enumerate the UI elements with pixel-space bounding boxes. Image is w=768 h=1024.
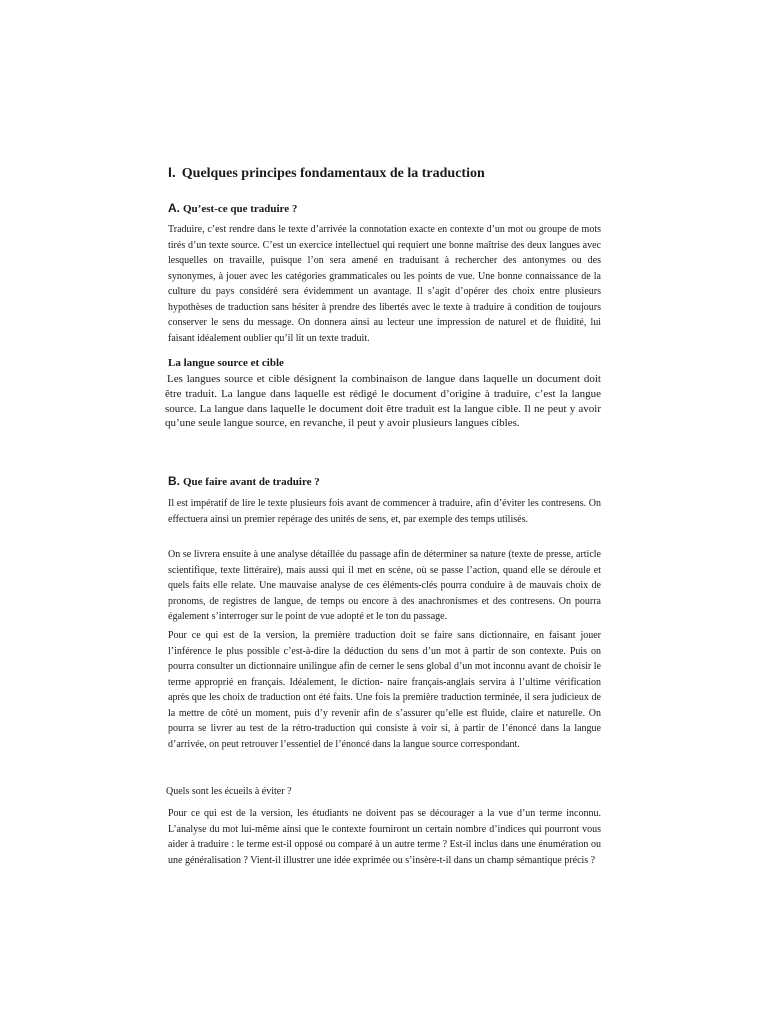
ecueils-question: Quels sont les écueils à éviter ? xyxy=(166,786,292,797)
section-1-title: Quelques principes fondamentaux de la traduction xyxy=(181,166,485,181)
langue-heading: La langue source et cible xyxy=(168,357,284,369)
section-1-heading xyxy=(168,163,608,183)
section-b-letter: B. xyxy=(168,474,180,488)
section-b-paragraph-1: Il est impératif de lire le texte plusieurs fois avant de commencer à traduire, afin d’éviter les contresens. On effectuera ainsi un premier repérage des unités de sens, et, par exemple des temps utilisés. xyxy=(168,498,601,525)
section-b-heading xyxy=(168,474,320,489)
section-b-paragraph-2: On se livrera ensuite à une analyse détaillée du passage afin de déterminer sa nature (texte de presse, article scientifique, texte littéraire), mais aussi qui il met en scène, où se passe l’action, quand elle se déroule et quels faits elle relate. Une mauvaise analyse de ces éléments-clés pourra conduire à de mauvais choix de pronoms, de registres de langue, de temps ou encore à des anachronismes et des contresens. On pourra également s’interroger sur le point de vue adopté et le ton du passage. xyxy=(168,549,601,622)
section-a-heading xyxy=(168,201,297,216)
section-b-paragraph-3: Pour ce qui est de la version, la première traduction doit se faire sans dictionnaire, en faisant jouer l’inférence le plus possible c’est-à-dire la déduction du sens d’un mot à partir de son contexte. Puis on pourra consulter un dictionnaire unilingue afin de cerner le sens global d’un mot inconnu avant de choisir le terme approprié en français. Idéalement, le diction- naire français-anglais servira à l’ultime vérification après que les choix de traduction ont été faits. Une fois la première traduction terminée, il sera judicieux de la mettre de côté un moment, puis d’y revenir afin de s’assurer qu’elle est fluide, claire et naturelle. On pourra se livrer au test de la rétro-traduction qui consiste à voir si, à partir de l’énoncé dans la langue d’arrivée, on peut retrouver l’essentiel de l’énoncé dans la langue source correspondant. xyxy=(168,630,601,750)
section-a-paragraph: Traduire, c’est rendre dans le texte d’arrivée la connotation exacte en contexte d’un mot ou groupe de mots tirés d’un texte source. C’est un exercice intellectuel qui requiert une bonne maîtrise des deux langues avec lesquelles on travaille, puisque l’on sera amené en traduisant à rechercher des antonymes ou des synonymes, à jouer avec les catégories grammaticales ou les points de vue. Une bonne connaissance de la culture du pays considéré sera évidemment un avantage. Il s’agit d’opérer des choix entre plusieurs hypothèses de traduction sans hésiter à prendre des libertés avec le texte à traduire à condition de toujours conserver le sens du message. On donnera ainsi au lecteur une impression de naturel et de fluidité, lui faisant idéalement oublier qu’il lit un texte traduit. xyxy=(168,224,601,344)
section-1-number: I. xyxy=(168,164,176,180)
ecueils-paragraph: Pour ce qui est de la version, les étudiants ne doivent pas se décourager a la vue d’un terme inconnu. L’analyse du mot lui-même ainsi que le contexte fourniront un certain nombre d’indices qui pourront vous aider à traduire : le terme est-il opposé ou comparé à un autre terme ? Est-il inclus dans une énumération ou une généralisation ? Vient-il illustrer une idée exprimée ou s’insère-t-il dans un champ sémantique précis ? xyxy=(168,808,601,866)
langue-paragraph: Les langues source et cible désignent la combinaison de langue dans laquelle un document doit être traduit. La langue dans laquelle est rédigé le document d’origine à traduire, c’est la langue source. La langue dans laquelle le document doit être traduit est la langue cible. Il ne peut y avoir qu’une seule langue source, en revanche, il peut y avoir plusieurs langues cibles. xyxy=(165,373,601,430)
section-a-title: Qu’est-ce que traduire ? xyxy=(183,203,298,215)
section-a-letter: A. xyxy=(168,201,180,215)
section-b-title: Que faire avant de traduire ? xyxy=(183,476,320,488)
